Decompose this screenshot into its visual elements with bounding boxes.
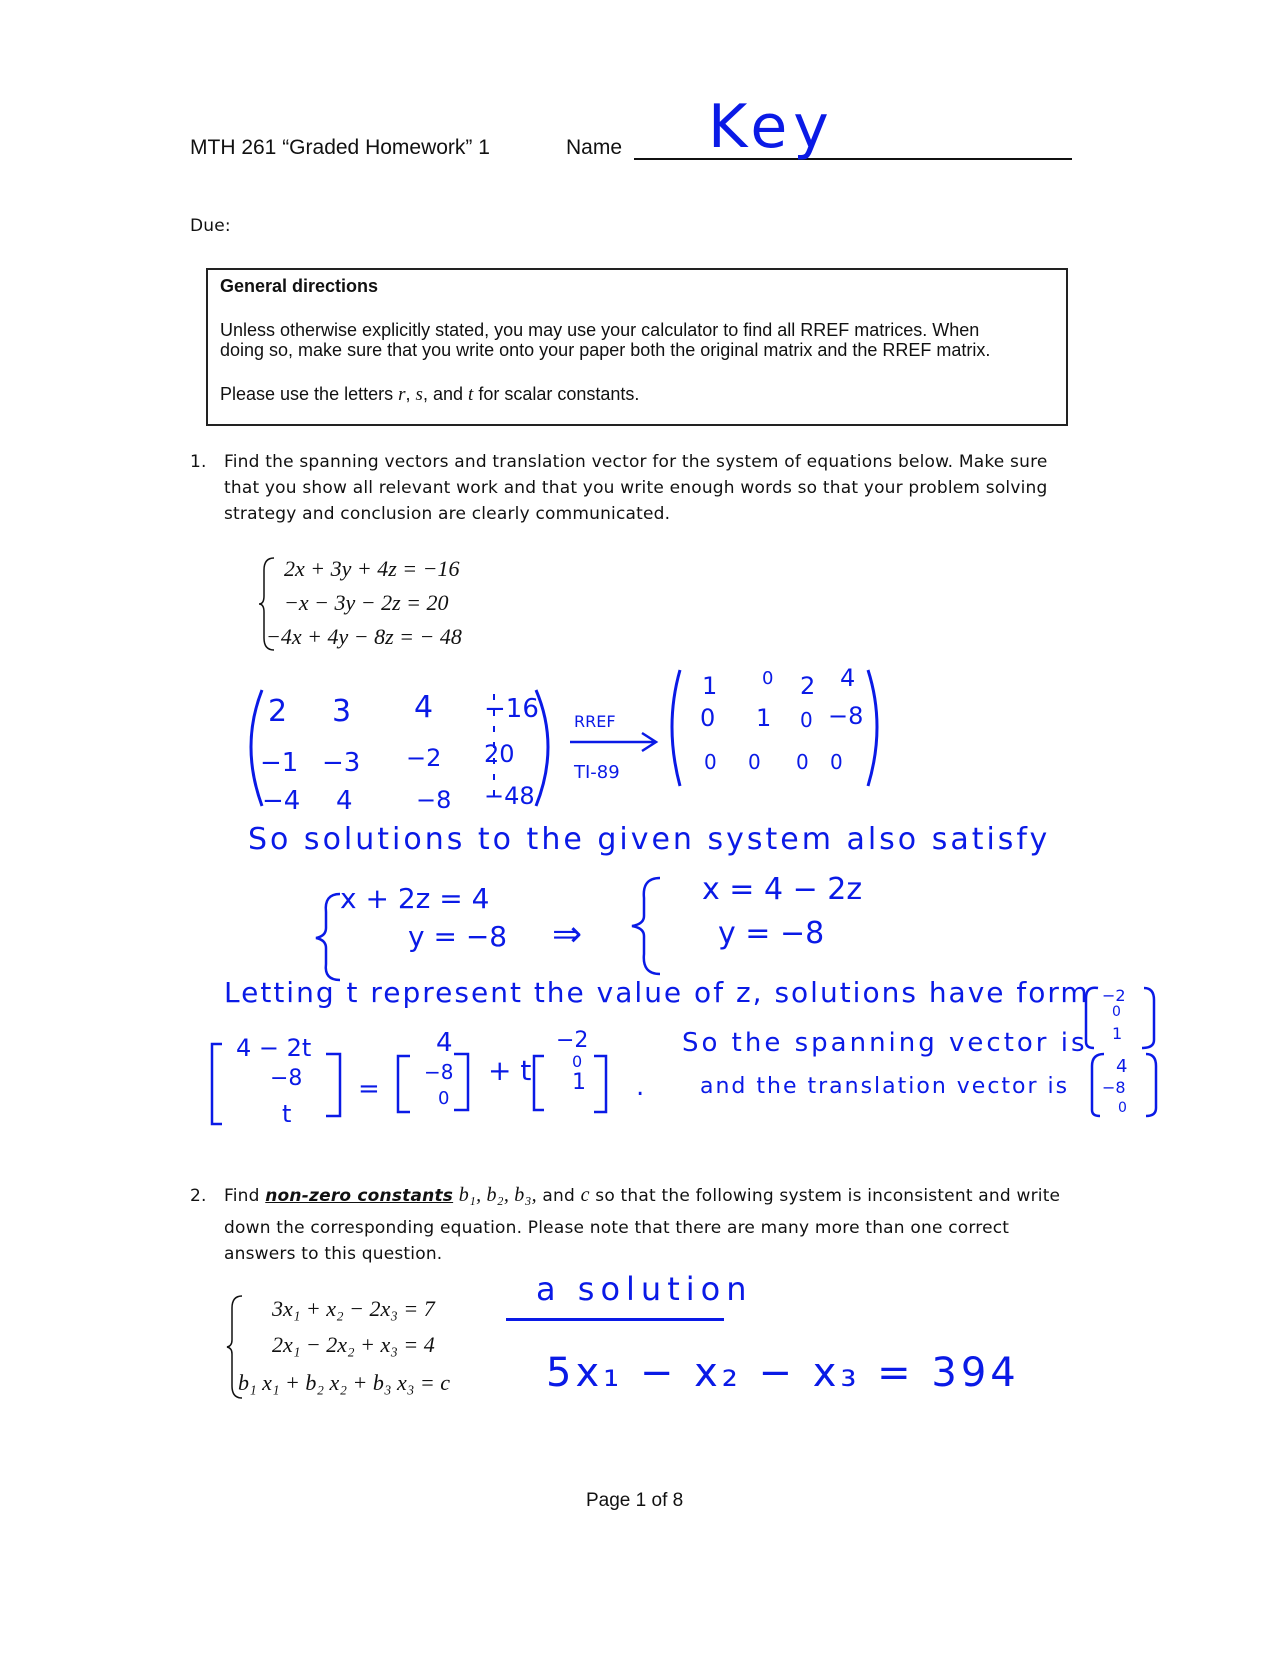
hw-vsp-3: 1 [572,1070,586,1095]
hw-rref-label: RREF [574,712,616,731]
hw-r-r1c3: 2 [800,672,816,700]
hw-eq-a2: y = −8 [408,920,508,953]
problem2-c: c [580,1184,590,1206]
problem1-line1: Find the spanning vectors and translation vector for the system of equations below. Make sure [224,452,1048,472]
system2-eq2: 2x₁ − 2x₂ + x₃ = 4 [272,1332,435,1357]
hw-vgen-3: t [282,1100,292,1128]
problem2-number: 2. [190,1186,207,1206]
hw-conclusion1: So the spanning vector is [682,1028,1088,1058]
hw-vgen-2: −8 [270,1066,303,1091]
hw-p2-label: a solution [536,1270,753,1308]
system1-eq1: 2x + 3y + 4z = −16 [284,556,460,581]
due-label: Due: [190,216,231,236]
hw-equals: = [358,1074,380,1104]
name-underline [634,158,1072,160]
problem2-line1 [224,1184,1060,1207]
hw-vsp-1: −2 [556,1028,589,1053]
problem2-line3: answers to this question. [224,1244,443,1264]
hw-m-r3c4: −48 [484,782,535,810]
hw-r-r2c3: 0 [800,708,813,732]
hw-r-r2c1: 0 [700,704,716,732]
hw-eq-b2: y = −8 [718,916,825,951]
hw-r-r3c2: 0 [748,750,761,774]
hw-m-r1c4: −16 [484,694,539,724]
problem2-nonzero: non-zero constants [265,1186,454,1206]
hw-r-r3c4: 0 [830,750,843,774]
directions-letters: Please use the letters r, s, and t for scalar constants. [220,384,640,405]
hw-r-r3c3: 0 [796,750,809,774]
hw-r-r1c2: 0 [762,668,774,689]
hw-span-vec-2: 0 [1112,1004,1121,1020]
letters-pre: Please use the letters [220,384,394,404]
hw-vsp-2: 0 [572,1052,583,1071]
hw-plus-t: + t [488,1054,532,1087]
hw-implies: ⇒ [552,914,583,955]
hw-trans-vec-2: −8 [1102,1078,1126,1097]
hw-m-r1c1: 2 [268,694,288,729]
directions-heading: General directions [220,276,379,296]
letter-r: r [398,384,406,405]
problem2-and: and [542,1186,575,1206]
hw-vtr-3: 0 [438,1088,450,1109]
problem2-rest1: so that the following system is inconsistent and write [595,1186,1061,1206]
hw-r-r2c4: −8 [828,702,864,730]
hw-sentence1: So solutions to the given system also satisfy [248,822,1051,857]
letters-post: for scalar constants. [478,384,640,404]
system1-eq3: −4x + 4y − 8z = − 48 [266,624,462,649]
name-label: Name [566,136,623,159]
hw-period: . [636,1072,645,1102]
course-title: MTH 261 “Graded Homework” 1 [190,136,490,159]
page-number: Page 1 of 8 [586,1490,684,1511]
letter-t: t [468,384,474,405]
problem1-line3: strategy and conclusion are clearly communicated. [224,504,671,524]
system1-eq2: −x − 3y − 2z = 20 [284,590,449,615]
hw-m-r3c1: −4 [262,786,301,816]
hw-m-r1c2: 3 [332,694,352,729]
hw-m-r2c2: −3 [322,748,361,778]
hw-p2-underline [506,1318,724,1321]
hw-sentence2: Letting t represent the value of z, solutions have form [224,976,1090,1009]
hw-vtr-1: 4 [436,1028,453,1058]
hw-m-r2c1: −1 [260,748,299,778]
hw-m-r1c3: 4 [414,690,434,725]
hw-r-r1c4: 4 [840,664,856,692]
hw-brace-b [630,876,664,976]
hw-eq-b1: x = 4 − 2z [702,872,863,907]
problem1-line2: that you show all relevant work and that you write enough words so that your problem solving [224,478,1048,498]
problem2-line2: down the corresponding equation. Please note that there are many more than one correct [224,1218,1010,1238]
directions-line1: Unless otherwise explicitly stated, you may use your calculator to find all RREF matrices. When [220,320,980,340]
hw-r-r2c2: 1 [756,704,772,732]
hw-trans-vec-3: 0 [1118,1100,1127,1116]
hw-m-r2c4: 20 [484,740,515,768]
hw-m-r3c3: −8 [416,786,452,814]
letters-and: , and [422,384,463,404]
problem1-number: 1. [190,452,207,472]
system2-eq3: b₁ x₁ + b₂ x₂ + b₃ x₃ = c [238,1370,450,1395]
directions-line2: doing so, make sure that you write onto your paper both the original matrix and the RREF matrix. [220,340,991,360]
hw-m-r2c3: −2 [406,744,442,772]
hw-conclusion2: and the translation vector is [700,1074,1070,1099]
problem2-find: Find [224,1186,260,1206]
hw-calc-label: TI-89 [574,762,620,783]
problem2-vars: b₁, b₂, b₃, [458,1184,537,1206]
hw-eq-a1: x + 2z = 4 [340,882,490,915]
hw-vgen-1: 4 − 2t [236,1034,312,1062]
hw-m-r3c2: 4 [336,786,353,816]
hw-r-r3c1: 0 [704,750,717,774]
system2-eq1: 3x₁ + x₂ − 2x₃ = 7 [272,1296,435,1321]
hw-p2-answer: 5x₁ − x₂ − x₃ = 394 [546,1350,1020,1396]
hw-trans-vec-1: 4 [1116,1056,1128,1077]
hw-vtr-2: −8 [424,1060,454,1084]
hw-span-vec-1: −2 [1102,986,1126,1005]
hw-r-r1c1: 1 [702,672,718,700]
name-handwritten: Key [708,92,835,162]
hw-span-vec-3: 1 [1112,1024,1123,1043]
hw-rref-arrow [568,730,660,754]
letter-s: s [415,384,423,405]
